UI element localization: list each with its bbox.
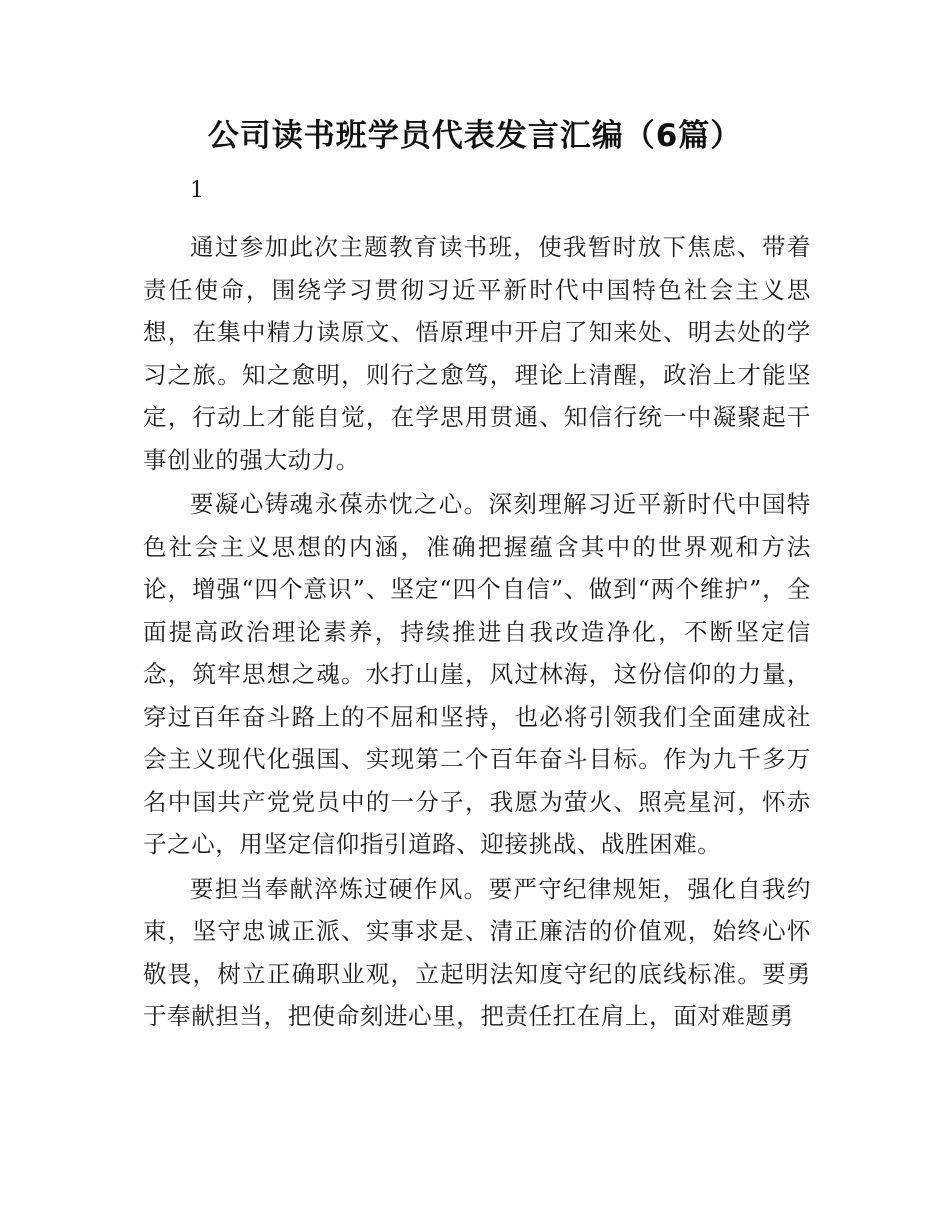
paragraph-intro: 通过参加此次主题教育读书班，使我暂时放下焦虑、带着责任使命，围绕学习贯彻习近平新时代中国特色社会主义思想，在集中精力读原文、悟原理中开启了知来处、明去处的学习之旅。知之愈明，则行之愈笃，理论上清醒，政治上才能坚定，行动上才能自觉，在学思用贯通、知信行统一中凝聚起干事创业的强大动力。: [143, 233, 811, 474]
paragraph-conduct: 要担当奉献淬炼过硬作风。要严守纪律规矩，强化自我约束，坚守忠诚正派、实事求是、清正廉洁的价值观，始终心怀敬畏，树立正确职业观，立起明法知度守纪的底线标准。要勇于奉献担当，把使命刻进心里，把责任扛在肩上，面对难题勇: [143, 874, 811, 1030]
paragraph-faith: 要凝心铸魂永葆赤忱之心。深刻理解习近平新时代中国特色社会主义思想的内涵，准确把握蕴含其中的世界观和方法论，增强“四个意识”、坚定“四个自信”、做到“两个维护”，全面提高政治理论素养，持续推进自我改造净化，不断坚定信念，筑牢思想之魂。水打山崖，风过林海，这份信仰的力量，穿过百年奋斗路上的不屈和坚持，也必将引领我们全面建成社会主义现代化强国、实现第二个百年奋斗目标。作为九千多万名中国共产党党员中的一分子，我愿为萤火、照亮星河，怀赤子之心，用坚定信仰指引道路、迎接挑战、战胜困难。: [143, 490, 811, 858]
section-number: 1: [190, 178, 204, 203]
document-title: 公司读书班学员代表发言汇编（6篇）: [207, 118, 743, 154]
document-body: [143, 226, 811, 1040]
